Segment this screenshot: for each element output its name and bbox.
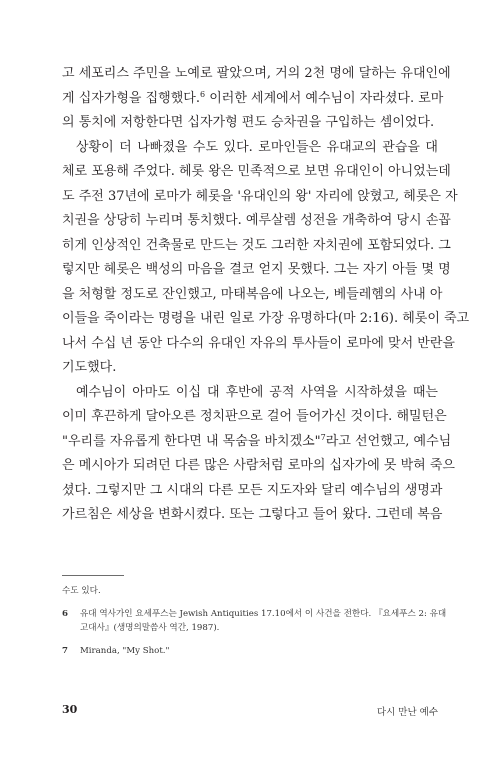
body-line-text: 고 세포리스 주민을 노예로 팔았으며, 거의 2천 명에 달하는 유대인에 [62, 66, 451, 81]
body-line [62, 454, 455, 479]
body-line-text: 의 통치에 저항한다면 십자가형 편도 승차권을 구입하는 셈이었다. [62, 115, 435, 130]
body-line-text: 은 메시아가 되려던 다른 많은 사람처럼 로마의 십자가에 못 박혀 죽으 [62, 458, 455, 473]
body-line-text: 기도했다. [62, 360, 117, 375]
body-line-text: 이들을 죽이라는 명령을 내린 일로 가장 유명하다(마 2:16). 헤롯이 죽고 [62, 311, 470, 326]
footnote-7 [62, 644, 438, 658]
body-line [62, 405, 447, 430]
body-line [62, 356, 438, 381]
body-line-text: 도 주전 37년에 로마가 헤롯을 '유대인의 왕' 자리에 앉혔고, 헤롯은 자 [62, 188, 458, 204]
body-line [62, 258, 451, 283]
footnote-continuation: 수도 있다. [62, 586, 101, 596]
footnotes [62, 584, 447, 658]
footnote-7-text: Miranda, "My Shot." [80, 646, 170, 656]
body-line [62, 332, 455, 357]
body-line-text: 히게 인상적인 건축물로 만드는 것도 그러한 자치권에 포함되었다. 그 [62, 237, 451, 253]
footnote-6-number: 6 [62, 609, 68, 619]
body-line-text: 상황이 더 나빠졌을 수도 있다. 로마인들은 유대교의 관습을 대 [76, 139, 438, 155]
body-line [62, 87, 444, 112]
body-line-text-after: 라고 선언했고, 예수님 [325, 433, 452, 449]
body-line [62, 160, 451, 185]
body-line-text: 치권을 상당히 누리며 통치했다. 예루살렘 성전을 개축하여 당시 손꼽 [62, 213, 451, 228]
footnote-ref[interactable]: 6 [199, 89, 206, 99]
body-line-text: 렇지만 헤롯은 백성의 마음을 결코 얻지 못했다. 그는 자기 아들 몇 명 [62, 262, 451, 277]
body-line [62, 381, 438, 406]
running-title: 다시 만난 예수 [376, 707, 438, 718]
body-line [62, 430, 452, 455]
body-line [62, 234, 451, 259]
body-line [62, 283, 443, 308]
body-line-text: 을 처형할 정도로 잔인했고, 마태복음에 나오는, 베들레헴의 사내 아 [62, 286, 443, 302]
body-line-text: 게 십자가형을 집행했다. [62, 90, 200, 106]
body-line-text: 이미 후끈하게 달아오른 정치판으로 걸어 들어가신 것이다. 해밀턴은 [62, 409, 447, 424]
footnote-ref[interactable]: 7 [320, 432, 326, 442]
footnote-divider [62, 575, 124, 576]
footnote-7-number: 7 [62, 646, 68, 656]
body-line [62, 62, 451, 87]
body-line-text: "우리를 자유롭게 한다면 내 목숨을 바치겠소" [62, 433, 321, 449]
footnote-6-text: 유대 역사가인 요세푸스는 Jewish Antiquities 17.10에서 이 사건을 전한다. 『요세푸스 2: 유대 [80, 609, 447, 619]
page-number: 30 [62, 703, 78, 716]
body-line [62, 503, 443, 528]
body-line [62, 479, 443, 504]
footnote-6-line-1 [62, 607, 447, 621]
body-text [62, 62, 470, 528]
body-line [62, 185, 458, 210]
body-line-text: 나서 수십 년 동안 다수의 유대인 자유의 투사들이 로마에 맞서 반란을 [62, 335, 455, 351]
body-line [62, 111, 438, 136]
footnote-6-line-2: 고대사』(생명의말씀사 역간, 1987). [80, 623, 220, 633]
body-line-text-after: 이러한 세계에서 예수님이 자라셨다. 로마 [205, 90, 444, 106]
body-line-text: 셨다. 그렇지만 그 시대의 다른 모든 지도자와 달리 예수님의 생명과 [62, 482, 443, 498]
body-line [62, 307, 470, 332]
body-line-text: 체로 포용해 주었다. 헤롯 왕은 민족적으로 보면 유대인이 아니었는데 [62, 164, 451, 179]
body-line-text: 가르침은 세상을 변화시켰다. 또는 그렇다고 들어 왔다. 그런데 복음 [62, 507, 443, 522]
body-line-text: 예수님이 아마도 이십 대 후반에 공적 사역을 시작하셨을 때는 [76, 384, 438, 400]
body-line [62, 209, 451, 234]
body-line [62, 136, 438, 161]
